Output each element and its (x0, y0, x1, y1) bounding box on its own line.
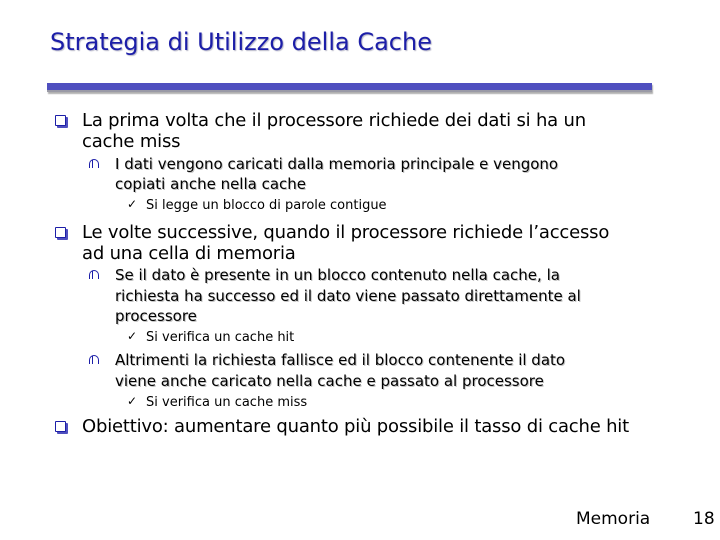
bullet-1-sub-1-check-1: Si legge un blocco di parole contigue (146, 198, 387, 213)
bullet-2-sub-2-line-2: viene anche caricato nella cache e passato al processore (115, 372, 544, 390)
bullet-2-line-1: Le volte successive, quando il processore richiede l’accesso (82, 222, 610, 243)
bullet-1-sub-1-line-2: copiati anche nella cache (115, 175, 307, 193)
bullet-2-sub-1-line-3: processore (115, 307, 197, 325)
bullet-1-line-1: La prima volta che il processore richiede dei dati si ha un (82, 110, 586, 131)
checkmark-icon: ✓ (127, 394, 138, 408)
bullet-2-sub-2-check-1: Si verifica un cache miss (146, 395, 308, 410)
arch-bullet-icon (89, 355, 99, 364)
slide-title: Strategia di Utilizzo della Cache (50, 28, 432, 56)
title-underline-bar (47, 83, 652, 92)
bullet-2-sub-1-line-1: Se il dato è presente in un blocco contenuto nella cache, la (115, 266, 560, 284)
bullet-1-sub-1-line-1: I dati vengono caricati dalla memoria principale e vengono (115, 155, 559, 173)
bullet-2-sub-1-check-1: Si verifica un cache hit (146, 330, 295, 345)
bullet-2-sub-2-line-1: Altrimenti la richiesta fallisce ed il blocco contenente il dato (115, 351, 566, 369)
checkmark-icon: ✓ (127, 329, 138, 343)
bullet-2-line-2: ad una cella di memoria (82, 243, 296, 264)
checkmark-icon: ✓ (127, 197, 138, 211)
bullet-2-sub-1-line-2: richiesta ha successo ed il dato viene passato direttamente al (115, 287, 581, 305)
square-bullet-icon (55, 115, 66, 126)
arch-bullet-icon (89, 159, 99, 168)
square-bullet-icon (55, 227, 66, 238)
bullet-3-line-1: Obiettivo: aumentare quanto più possibile il tasso di cache hit (82, 416, 629, 437)
page-number: 18 (693, 509, 715, 529)
footer-label: Memoria (576, 509, 651, 529)
arch-bullet-icon (89, 270, 99, 279)
bullet-1-line-2: cache miss (82, 131, 181, 152)
square-bullet-icon (55, 421, 66, 432)
